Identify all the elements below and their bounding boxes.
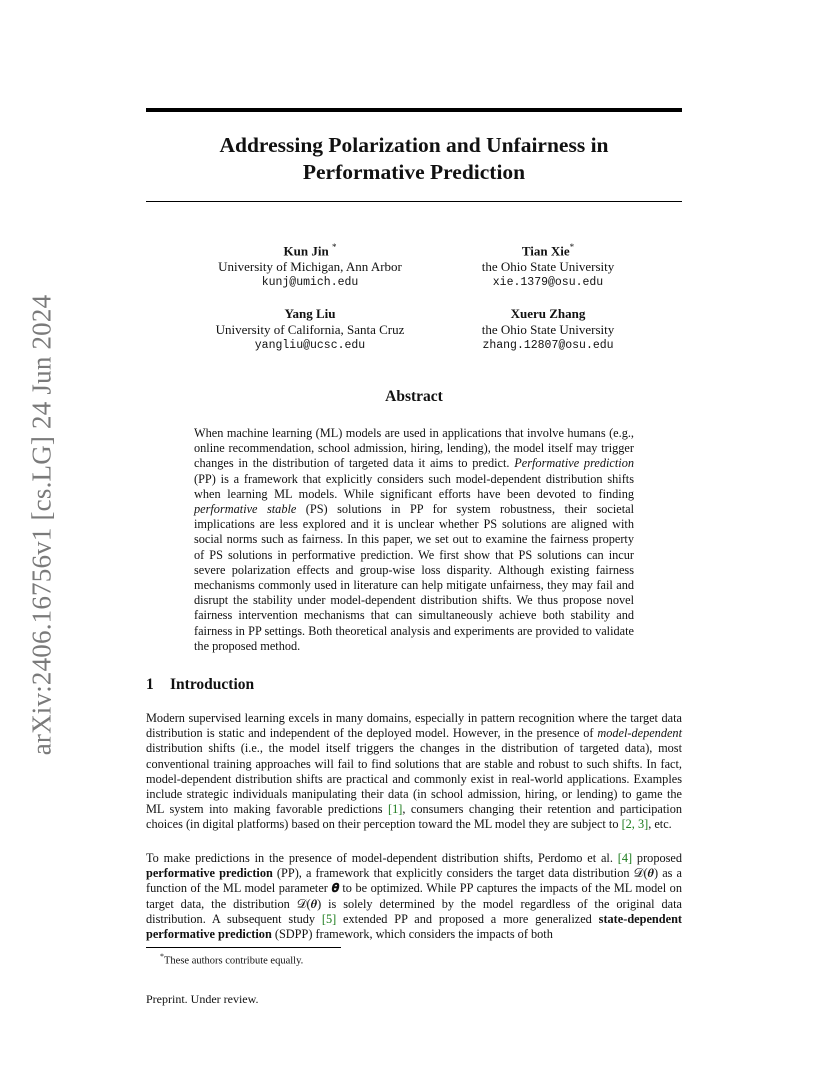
abstract-emphasis: Performative prediction (514, 456, 635, 471)
author-email: yangliu@ucsc.edu (254, 339, 366, 352)
author-name: Tian Xie* (521, 242, 575, 259)
citation-link[interactable]: [2, 3] (621, 817, 649, 832)
author-email: kunj@umich.edu (261, 276, 359, 290)
author-email: xie.1379@osu.edu (492, 276, 604, 290)
author-email: zhang.12807@osu.edu (482, 339, 614, 352)
arxiv-sidebar-id: arXiv:2406.16756v1 [cs.LG] 24 Jun 2024 (26, 294, 57, 756)
citation-link[interactable]: [1] (388, 802, 403, 817)
abstract-emphasis: performative stable (194, 502, 297, 517)
math-symbol: 𝜽 (331, 881, 339, 896)
author-block-3 (190, 306, 430, 354)
math-symbol: 𝒟(𝜽) (633, 866, 659, 881)
title-bottom-rule (146, 201, 682, 202)
section-heading-introduction: 1 Introduction (146, 676, 255, 693)
citation-link[interactable]: [4] (617, 851, 633, 865)
author-affiliation: University of Michigan, Ann Arbor (218, 259, 402, 275)
author-affiliation: University of California, Santa Cruz (215, 322, 405, 337)
title-line-1: Addressing Polarization and Unfairness in (219, 133, 609, 157)
author-name: Kun Jin * (283, 242, 337, 259)
footnote: *These authors contribute equally. (160, 952, 304, 967)
intro-paragraph-2: To make predictions in the presence of model-dependent distribution shifts, Perdomo et al. [4] proposed performative prediction (PP), a framework that explicitly considers the target data distribution 𝒟(𝜽) as a function of the ML model parameter 𝜽 to be optimized. While PP captures the impacts of the ML model on target data, the distribution 𝒟(𝜽) is solely determined by the model regardless of the original data distribution. A subsequent study [5] extended PP and proposed a more generalized state-dependent performative prediction (SDPP) framework, which considers the impacts of both (146, 851, 683, 942)
top-rule (146, 108, 682, 112)
author-name: Xueru Zhang (510, 306, 586, 321)
citation-link[interactable]: [5] (321, 911, 337, 926)
intro-paragraph-1: Modern supervised learning excels in many domains, especially in pattern recognition where the target data distribution is static and independent of the deployed model. However, in the presence of model-dependent distribution shifts (i.e., the model itself triggers the changes in the distribution of targeted data), most conventional training approaches will fail to find solutions that are stable and robust to such shifts. In fact, model-dependent distribution shifts are practical and commonly exist in real-world applications. Examples include strategic individuals manipulating their data (in school admission, hiring, or lending) to game the ML system into making favorable predictions [1], consumers changing their retention and participation choices (in digital platforms) based on their perception toward the ML model they are subject to [2, 3], etc. (146, 711, 682, 832)
author-block-4 (428, 306, 668, 354)
page-footer: Preprint. Under review. (146, 992, 259, 1006)
title-line-2: Performative Prediction (302, 160, 526, 184)
author-block-1 (190, 239, 430, 291)
paper-title (146, 132, 682, 186)
abstract-heading: Abstract (385, 388, 443, 405)
author-block-2 (428, 239, 668, 291)
abstract-text: When machine learning (ML) models are used in applications that involve humans (e.g., online recommendation, school admission, hiring, lending), the model itself may trigger changes in the distribution of targeted data it aims to predict. Performative prediction (PP) is a framework that explicitly considers such model-dependent distribution shifts when learning ML models. While significant efforts have been devoted to finding performative stable (PS) solutions in PP for system robustness, their societal implications are less explored and it is unclear whether PS solutions are aligned with social norms such as fairness. In this paper, we set out to examine the fairness property of PS solutions in performative prediction. We first show that PS solutions can incur severe polarization effects and group-wise loss disparity. Although existing fairness mechanisms commonly used in literature can help mitigate unfairness, they may fail and disrupt the stability under model-dependent distribution shifts. We thus propose novel fairness intervention mechanisms that can simultaneously achieve both stability and fairness in PP settings. Both theoretical analysis and experiments are provided to validate the proposed method. (194, 426, 635, 653)
footnote-rule (146, 947, 341, 948)
math-symbol: 𝒟(𝜽) (296, 896, 322, 911)
author-affiliation: the Ohio State University (481, 322, 615, 337)
author-affiliation: the Ohio State University (481, 259, 615, 275)
author-name: Yang Liu (284, 306, 336, 321)
